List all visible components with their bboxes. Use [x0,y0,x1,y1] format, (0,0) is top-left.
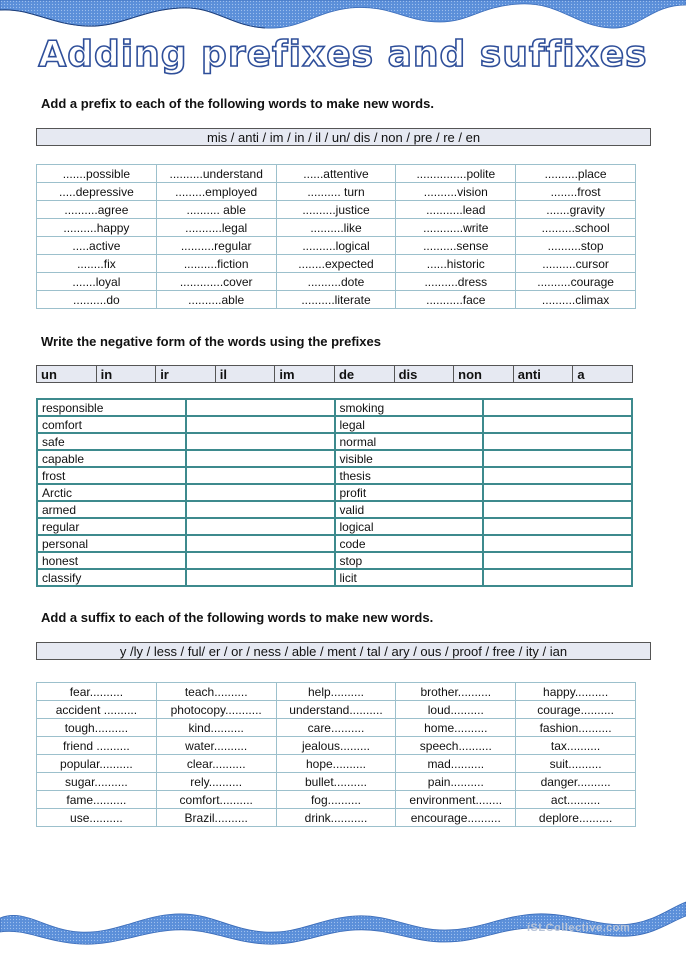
answer-cell[interactable] [483,501,632,518]
answer-cell[interactable] [483,399,632,416]
suffix-row [37,773,636,791]
answer-cell[interactable] [483,467,632,484]
prefix-row [37,183,636,201]
exercise-cell: ..........justice [276,201,396,219]
exercise-cell: teach.......... [156,683,276,701]
exercise-cell: popular.......... [37,755,157,773]
negative-row [37,552,632,569]
exercise-cell: ..........happy [37,219,157,237]
answer-cell[interactable] [483,450,632,467]
word-cell: profit [335,484,484,501]
exercise-cell: act.......... [516,791,636,809]
exercise-cell: ..........sense [396,237,516,255]
suffix-instruction: Add a suffix to each of the following words to make new words. [41,610,434,625]
negative-instruction: Write the negative form of the words using the prefixes [41,334,381,349]
exercise-cell: ..........logical [276,237,396,255]
word-cell: legal [335,416,484,433]
prefix-row [37,273,636,291]
exercise-cell: .....depressive [37,183,157,201]
answer-cell[interactable] [186,484,335,501]
exercise-cell: ...........lead [396,201,516,219]
word-cell: personal [37,535,186,552]
exercise-cell: .......possible [37,165,157,183]
exercise-cell: rely.......... [156,773,276,791]
exercise-cell: tough.......... [37,719,157,737]
exercise-cell: ..........able [156,291,276,309]
word-cell: classify [37,569,186,586]
word-cell: code [335,535,484,552]
exercise-cell: deplore.......... [516,809,636,827]
exercise-cell: encourage.......... [396,809,516,827]
negative-row [37,535,632,552]
exercise-cell: fame.......... [37,791,157,809]
exercise-cell: jealous......... [276,737,396,755]
exercise-cell: water.......... [156,737,276,755]
exercise-cell: loud.......... [396,701,516,719]
prefix-exercise-table [36,164,636,309]
negative-row [37,399,632,416]
exercise-cell: sugar.......... [37,773,157,791]
answer-cell[interactable] [186,552,335,569]
negative-row [37,501,632,518]
exercise-cell: ..........like [276,219,396,237]
prefix-option: anti [513,366,573,383]
exercise-cell: ..........climax [516,291,636,309]
exercise-cell: .......... able [156,201,276,219]
word-cell: normal [335,433,484,450]
prefix-option: ir [156,366,216,383]
word-cell: safe [37,433,186,450]
word-cell: Arctic [37,484,186,501]
exercise-cell: pain.......... [396,773,516,791]
exercise-cell: .......loyal [37,273,157,291]
exercise-cell: ..........school [516,219,636,237]
prefix-option: un [37,366,97,383]
prefix-options-banner: mis / anti / im / in / il / un/ dis / non / pre / re / en [36,128,651,146]
exercise-cell: comfort.......... [156,791,276,809]
exercise-cell: photocopy........... [156,701,276,719]
exercise-cell: home.......... [396,719,516,737]
suffix-row [37,701,636,719]
prefix-option: dis [394,366,454,383]
answer-cell[interactable] [186,518,335,535]
prefix-option: il [215,366,275,383]
exercise-cell: ..........stop [516,237,636,255]
suffix-row [37,791,636,809]
exercise-cell: ..........cursor [516,255,636,273]
exercise-cell: ........frost [516,183,636,201]
exercise-cell: ..........agree [37,201,157,219]
exercise-cell: speech.......... [396,737,516,755]
prefix-instruction: Add a prefix to each of the following words to make new words. [41,96,434,111]
negative-row [37,518,632,535]
word-cell: visible [335,450,484,467]
exercise-cell: .......... turn [276,183,396,201]
answer-cell[interactable] [186,416,335,433]
exercise-cell: bullet.......... [276,773,396,791]
exercise-cell: accident .......... [37,701,157,719]
negative-row [37,467,632,484]
exercise-cell: .......gravity [516,201,636,219]
prefix-option: a [573,366,633,383]
exercise-cell: fog.......... [276,791,396,809]
prefix-option: non [454,366,514,383]
exercise-cell: ...........face [396,291,516,309]
exercise-cell: ........fix [37,255,157,273]
exercise-cell: drink........... [276,809,396,827]
exercise-cell: environment........ [396,791,516,809]
exercise-cell: ..........do [37,291,157,309]
word-cell: regular [37,518,186,535]
exercise-cell: ..........understand [156,165,276,183]
prefix-row [37,237,636,255]
exercise-cell: mad.......... [396,755,516,773]
answer-cell[interactable] [483,433,632,450]
exercise-cell: fashion.......... [516,719,636,737]
suffix-row [37,755,636,773]
exercise-cell: ..........regular [156,237,276,255]
exercise-cell: ..........literate [276,291,396,309]
negative-row [37,484,632,501]
word-cell: valid [335,501,484,518]
exercise-cell: ...............polite [396,165,516,183]
word-cell: frost [37,467,186,484]
exercise-cell: .............cover [156,273,276,291]
word-cell: armed [37,501,186,518]
exercise-cell: ...........legal [156,219,276,237]
exercise-cell: clear.......... [156,755,276,773]
exercise-cell: ..........fiction [156,255,276,273]
negative-row [37,416,632,433]
negative-row [37,450,632,467]
prefix-option: de [334,366,394,383]
answer-cell[interactable] [483,569,632,586]
answer-cell[interactable] [186,501,335,518]
suffix-row [37,683,636,701]
answer-cell[interactable] [483,484,632,501]
word-cell: licit [335,569,484,586]
prefix-option: in [96,366,156,383]
exercise-cell: ..........dote [276,273,396,291]
suffix-exercise-table [36,682,636,827]
answer-cell[interactable] [186,450,335,467]
exercise-cell: friend .......... [37,737,157,755]
word-cell: honest [37,552,186,569]
exercise-cell: use.......... [37,809,157,827]
answer-cell[interactable] [483,535,632,552]
prefix-row [37,219,636,237]
exercise-cell: .........employed [156,183,276,201]
prefix-row [37,165,636,183]
suffix-options-banner: y /ly / less / ful/ er / or / ness / able / ment / tal / ary / ous / proof / free / ity / ian [36,642,651,660]
prefix-option: im [275,366,335,383]
word-cell: capable [37,450,186,467]
exercise-cell: ......historic [396,255,516,273]
worksheet-title: Adding prefixes and suffixes [38,34,648,75]
exercise-cell: ..........vision [396,183,516,201]
prefix-row [37,201,636,219]
exercise-cell: care.......... [276,719,396,737]
exercise-cell: happy.......... [516,683,636,701]
negative-form-table [36,398,633,587]
exercise-cell: fear.......... [37,683,157,701]
exercise-cell: courage.......... [516,701,636,719]
answer-cell[interactable] [186,433,335,450]
suffix-row [37,719,636,737]
answer-cell[interactable] [186,467,335,484]
answer-cell[interactable] [483,416,632,433]
exercise-cell: ......attentive [276,165,396,183]
exercise-cell: ............write [396,219,516,237]
exercise-cell: brother.......... [396,683,516,701]
answer-cell[interactable] [483,518,632,535]
answer-cell[interactable] [186,569,335,586]
exercise-cell: suit.......... [516,755,636,773]
word-cell: comfort [37,416,186,433]
exercise-cell: understand.......... [276,701,396,719]
exercise-cell: hope.......... [276,755,396,773]
exercise-cell: tax.......... [516,737,636,755]
exercise-cell: Brazil.......... [156,809,276,827]
exercise-cell: ..........dress [396,273,516,291]
word-cell: smoking [335,399,484,416]
prefix-row [37,255,636,273]
prefix-row [37,291,636,309]
exercise-cell: help.......... [276,683,396,701]
suffix-row [37,737,636,755]
answer-cell[interactable] [483,552,632,569]
exercise-cell: ..........courage [516,273,636,291]
site-watermark: iSLCollective.com [527,922,631,934]
suffix-row [37,809,636,827]
word-cell: stop [335,552,484,569]
answer-cell[interactable] [186,535,335,552]
bottom-wave-decoration [0,888,686,952]
word-cell: responsible [37,399,186,416]
word-cell: thesis [335,467,484,484]
exercise-cell: danger.......... [516,773,636,791]
exercise-cell: ........expected [276,255,396,273]
exercise-cell: ..........place [516,165,636,183]
negative-row [37,569,632,586]
answer-cell[interactable] [186,399,335,416]
negative-prefix-bar [36,365,633,383]
negative-row [37,433,632,450]
exercise-cell: .....active [37,237,157,255]
word-cell: logical [335,518,484,535]
exercise-cell: kind.......... [156,719,276,737]
